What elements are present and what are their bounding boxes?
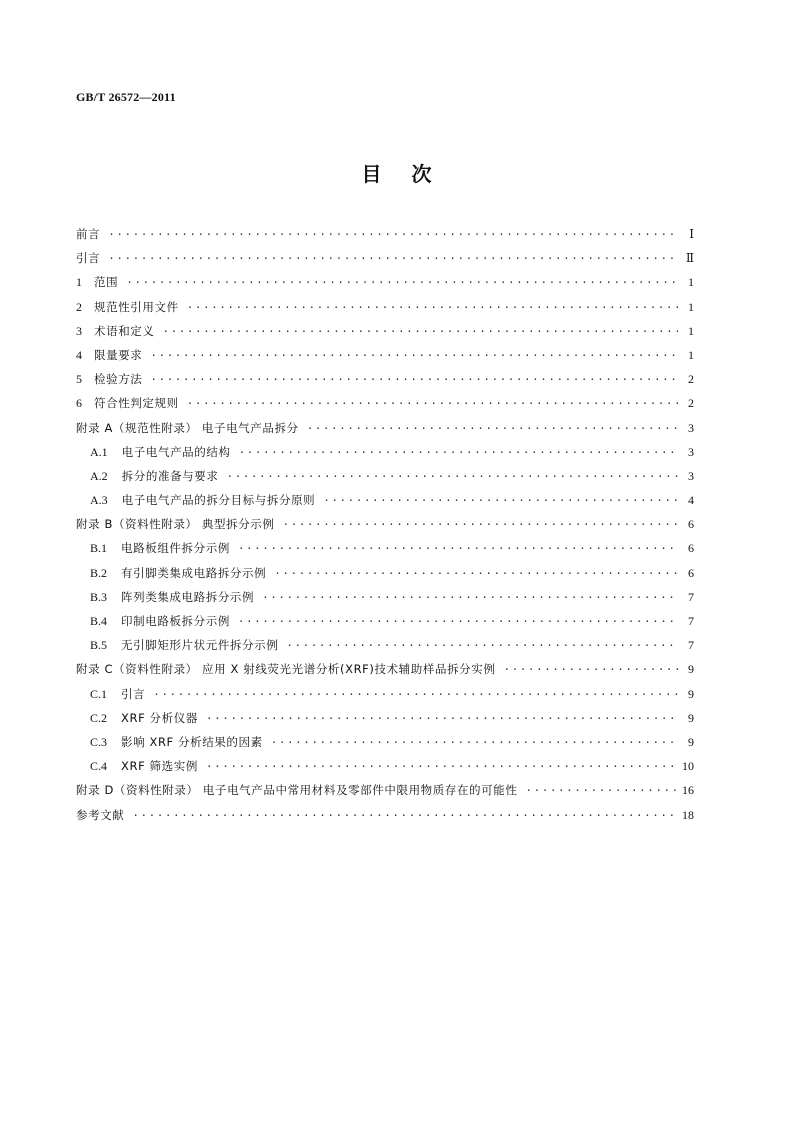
toc-leader-dots [323,489,678,513]
toc-entry-number: 4 [76,347,82,362]
toc-entry[interactable] [76,488,694,512]
toc-leader-dots [187,296,678,320]
toc-entry[interactable] [76,464,694,488]
toc-entry-page-number: 1 [688,299,694,314]
toc-entry-label: 阵列类集成电路拆分示例 [121,589,255,604]
toc-entry-page-number: 1 [688,275,694,290]
toc-entry[interactable] [76,295,694,319]
toc-leader-dots [238,610,678,634]
toc-entry-page-number: 2 [688,396,694,411]
toc-entry-label: 电子电气产品的拆分目标与拆分原则 [121,493,316,508]
toc-leader-dots [503,658,678,682]
toc-entry[interactable] [76,778,694,802]
toc-entry-label: 附录 A（规范性附录） 电子电气产品拆分 [76,420,299,435]
toc-entry[interactable] [76,561,694,585]
toc-entry-label: 电路板组件拆分示例 [121,541,230,556]
toc-entry-label: 无引脚矩形片状元件拆分示例 [121,638,279,653]
toc-entry-page-number: 6 [688,565,694,580]
toc-entry[interactable] [76,633,694,657]
document-code: GB/T 26572—2011 [76,90,176,104]
toc-entry[interactable] [76,706,694,730]
toc-entry-page-number: 6 [688,517,694,532]
toc-entry[interactable] [76,319,694,343]
toc-entry-label: 检验方法 [94,372,143,387]
toc-entry[interactable] [76,682,694,706]
toc-entry[interactable] [76,416,694,440]
toc-entry-page-number: 9 [688,662,694,677]
toc-leader-dots [271,731,678,755]
toc-entry-page-number: 9 [688,686,694,701]
toc-leader-dots [108,247,678,271]
toc-entry-label: 前言 [76,227,101,241]
toc-entry-number: A.1 [90,444,108,459]
toc-entry-number: C.4 [90,759,108,774]
toc-entry-page-number: 6 [688,541,694,556]
toc-leader-dots [226,465,678,489]
toc-entry-page-number: Ⅰ [689,227,694,241]
toc-entry-number: B.2 [90,565,108,580]
toc-entry-number: 6 [76,396,82,411]
toc-leader-dots [274,562,678,586]
toc-entry-label: 范围 [94,275,119,290]
toc-leader-dots [239,441,678,465]
toc-entry-label: 附录 C（资料性附录） 应用 X 射线荧光光谱分析(XRF)技术辅助样品拆分实例 [76,662,496,677]
toc-entry-label: 参考文献 [76,807,125,822]
toc-leader-dots [153,683,678,707]
toc-entry-number: 2 [76,299,82,314]
toc-entry-number: A.3 [90,493,108,508]
toc-entry-page-number: 7 [688,638,694,653]
toc-entry[interactable] [76,367,694,391]
page-title: 目次 [361,162,462,186]
toc-entry-label: 引言 [121,686,146,701]
toc-leader-dots [126,271,678,295]
toc-leader-dots [262,586,678,610]
table-of-contents [76,222,694,827]
toc-entry-label: 影响 XRF 分析结果的因素 [121,734,263,749]
toc-entry-label: 限量要求 [94,347,143,362]
toc-entry-page-number: Ⅱ [685,251,694,266]
toc-entry-label: 有引脚类集成电路拆分示例 [121,565,267,580]
toc-leader-dots [206,707,678,731]
toc-entry-label: XRF 筛选实例 [121,759,198,774]
toc-entry-number: C.3 [90,734,108,749]
toc-entry[interactable] [76,270,694,294]
toc-entry-page-number: 2 [688,372,694,387]
toc-entry-label: 规范性引用文件 [94,299,179,314]
toc-entry-number: A.2 [90,468,108,483]
toc-leader-dots [283,513,679,537]
toc-entry[interactable] [76,585,694,609]
toc-entry-label: 符合性判定规则 [94,396,179,411]
toc-entry[interactable] [76,657,694,681]
toc-entry-page-number: 10 [682,759,694,774]
toc-leader-dots [108,223,678,247]
toc-entry[interactable] [76,536,694,560]
toc-entry[interactable] [76,609,694,633]
toc-entry-number: 1 [76,275,82,290]
toc-entry-label: 附录 B（资料性附录） 典型拆分示例 [76,517,275,532]
toc-entry-page-number: 1 [688,323,694,338]
toc-entry[interactable] [76,440,694,464]
toc-entry[interactable] [76,754,694,778]
toc-entry-page-number: 3 [688,420,694,435]
toc-entry-page-number: 4 [688,493,694,508]
toc-entry[interactable] [76,222,694,246]
toc-entry-page-number: 16 [682,783,694,798]
toc-entry-label: 附录 D（资料性附录） 电子电气产品中常用材料及零部件中限用物质存在的可能性 [76,783,518,798]
toc-entry[interactable] [76,803,694,827]
toc-entry[interactable] [76,391,694,415]
toc-leader-dots [307,417,678,441]
toc-entry-page-number: 9 [688,710,694,725]
toc-entry-page-number: 3 [688,468,694,483]
toc-leader-dots [132,804,676,828]
toc-entry[interactable] [76,730,694,754]
toc-entry-page-number: 3 [688,444,694,459]
toc-leader-dots [206,755,676,779]
toc-entry-label: XRF 分析仪器 [121,710,198,725]
toc-leader-dots [163,320,679,344]
toc-entry-number: B.5 [90,638,108,653]
toc-entry-page-number: 7 [688,589,694,604]
toc-entry-label: 拆分的准备与要求 [121,468,219,483]
toc-leader-dots [150,368,678,392]
toc-entry[interactable] [76,512,694,536]
toc-entry-number: C.1 [90,686,108,701]
toc-entry-label: 电子电气产品的结构 [121,444,231,459]
toc-entry-page-number: 18 [682,807,694,822]
toc-entry-number: C.2 [90,710,108,725]
toc-entry-number: B.3 [90,589,108,604]
toc-leader-dots [238,537,678,561]
toc-entry-label: 引言 [76,251,101,266]
toc-entry-page-number: 1 [688,347,694,362]
toc-entry[interactable] [76,246,694,270]
toc-leader-dots [187,392,678,416]
toc-entry[interactable] [76,343,694,367]
toc-leader-dots [286,634,678,658]
toc-leader-dots [150,344,678,368]
toc-entry-label: 术语和定义 [94,323,155,338]
toc-entry-number: 5 [76,372,82,387]
toc-leader-dots [525,779,676,803]
toc-entry-number: 3 [76,323,82,338]
toc-entry-number: B.1 [90,541,108,556]
toc-entry-page-number: 7 [688,614,694,628]
toc-entry-page-number: 9 [688,734,694,749]
toc-entry-number: B.4 [90,614,108,628]
toc-entry-label: 印制电路板拆分示例 [121,614,230,628]
